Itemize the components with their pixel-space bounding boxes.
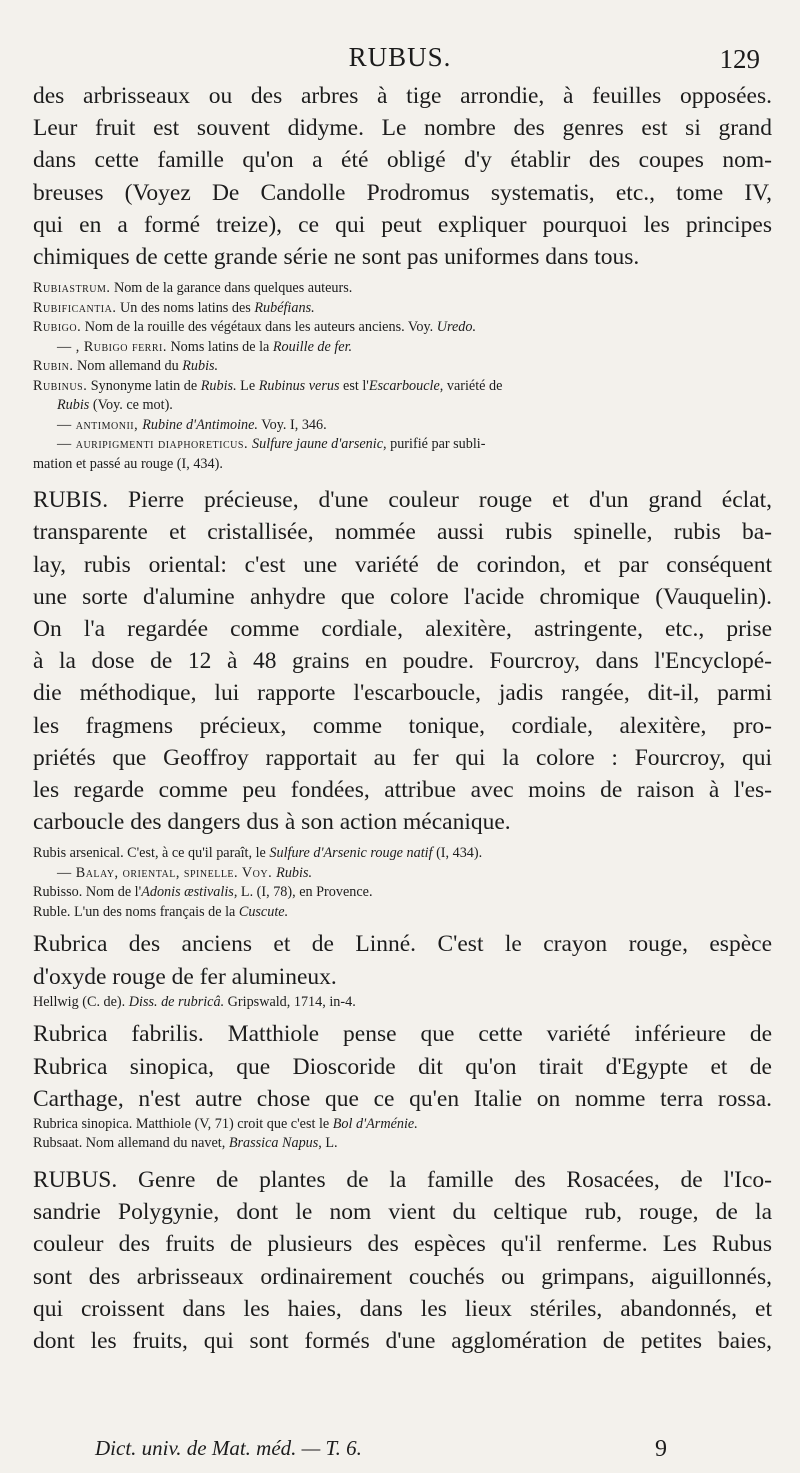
entry-rubsaat: Rubsaat. Nom allemand du navet, Brassica Napus, L. <box>33 1135 338 1152</box>
text-line: lay, rubis oriental: c'est une variété de corindon, et par conséquent <box>33 551 772 578</box>
text-line: Leur fruit est souvent didyme. Le nombre des genres est si grand <box>33 115 772 142</box>
text-line: dont les fruits, qui sont formés d'une agglomération de petites baies, <box>33 1327 772 1354</box>
entry-rubin: Rubin. Nom allemand du Rubis. <box>33 358 219 375</box>
text-line: Rubrica des anciens et de Linné. C'est le crayon rouge, espèce <box>33 931 772 958</box>
entry-rubis-balay: — Balay, oriental, spinelle. Voy. Rubis. <box>57 864 313 881</box>
page-header <box>0 42 800 82</box>
entries-group-c <box>33 1115 772 1154</box>
text-line: qui croissent dans les haies, dans les lieux stériles, abandonnés, et <box>33 1295 772 1322</box>
entry-rubificantia: Rubificantia. Un des noms latins des Rubéfians. <box>33 299 315 316</box>
entry-rubisso: Rubisso. Nom de l'Adonis æstivalis, L. (I, 78), en Provence. <box>33 884 373 901</box>
text-line: transparente et cristallisée, nommée aussi rubis spinelle, rubis ba- <box>33 519 772 546</box>
text-line: RUBUS. Genre de plantes de la famille des Rosacées, de l'Ico- <box>33 1166 772 1193</box>
text-line: des arbrisseaux ou des arbres à tige arrondie, à feuilles opposées. <box>33 83 772 109</box>
text-line: RUBIS. Pierre précieuse, d'une couleur rouge et d'un grand éclat, <box>33 487 772 514</box>
entry-ruble: Ruble. L'un des noms français de la Cuscute. <box>33 903 289 920</box>
text-line: die méthodique, lui rapporte l'escarboucle, jadis rangée, dit-il, parmi <box>33 680 772 707</box>
page-body <box>33 80 772 1357</box>
entry-rubiastrum: Rubiastrum. Nom de la garance dans quelques auteurs. <box>33 280 353 297</box>
signature-mark: 9 <box>655 1436 667 1462</box>
paragraph-continuation <box>33 80 772 273</box>
text-line: Rubrica fabrilis. Matthiole pense que cette variété inférieure de <box>33 1021 772 1048</box>
entry-rubigo: Rubigo. Nom de la rouille des végétaux dans les auteurs anciens. Voy. Uredo. <box>33 319 476 336</box>
paragraph-rubrica <box>33 928 772 992</box>
footer-reference: Dict. univ. de Mat. méd. — T. 6. <box>95 1436 362 1460</box>
entry-rubrica-sinopica: Rubrica sinopica. Matthiole (V, 71) croit que c'est le Bol d'Arménie. <box>33 1115 418 1132</box>
text-line: une sorte d'alumine anhydre que colore l'acide chromique (Vauquelin). <box>33 583 772 610</box>
entries-group-b <box>33 844 772 922</box>
citation-hellwig: Hellwig (C. de). Diss. de rubricâ. Gripswald, 1714, in-4. <box>33 993 356 1010</box>
entry-rubinus-auripigmenti: — auripigmenti diaphoreticus. Sulfure jaune d'arsenic, purifié par subli- <box>57 436 486 453</box>
text-line: les regarde comme peu fondées, attribue avec moins de raison à l'es- <box>33 777 772 804</box>
page-footer <box>0 1436 800 1466</box>
entry-rubinus: Rubinus. Synonyme latin de Rubis. Le Rubinus verus est l'Escarboucle, variété de <box>33 377 503 394</box>
text-line: Rubrica sinopica, que Dioscoride dit qu'on tirait d'Egypte et de <box>33 1053 772 1080</box>
text-line: les fragmens précieux, comme tonique, cordiale, alexitère, pro- <box>33 712 772 739</box>
paragraph-rubis <box>33 484 772 838</box>
text-line: sont des arbrisseaux ordinairement couchés ou grimpans, aiguillonnés, <box>33 1263 772 1290</box>
paragraph-rubus <box>33 1164 772 1357</box>
text-line: couleur des fruits de plusieurs des espèces qu'il renferme. Les Rubus <box>33 1231 772 1258</box>
text-line: priétés que Geoffroy rapportait au fer qui la colore : Fourcroy, qui <box>33 744 772 771</box>
text-line: On l'a regardée comme cordiale, alexitère, astringente, etc., prise <box>33 616 772 643</box>
entry-rubis-arsenical: Rubis arsenical. C'est, à ce qu'il paraît, le Sulfure d'Arsenic rouge natif (I, 434). <box>33 845 483 862</box>
text-line: sandrie Polygynie, dont le nom vient du celtique rub, rouge, de la <box>33 1199 772 1226</box>
page-number: 129 <box>719 44 760 74</box>
text-line: carboucle des dangers dus à son action mécanique. <box>33 809 511 836</box>
paragraph-rubrica-fabrilis <box>33 1018 772 1115</box>
entry-rubigo-ferri: — , Rubigo ferri. Noms latins de la Rouille de fer. <box>57 338 353 355</box>
text-line: chimiques de cette grande série ne sont pas uniformes dans tous. <box>33 244 640 271</box>
text-line: à la dose de 12 à 48 grains en poudre. Fourcroy, dans l'Encyclopé- <box>33 648 772 675</box>
entry-rubinus-auripigmenti-cont: mation et passé au rouge (I, 434). <box>33 455 223 472</box>
text-line: breuses (Voyez De Candolle Prodromus systematis, etc., tome IV, <box>33 179 772 206</box>
text-line: qui en a formé treize), ce qui peut expliquer pourquoi les principes <box>33 211 772 238</box>
running-head: RUBUS. <box>348 42 452 72</box>
text-line: dans cette famille qu'on a été obligé d'y établir des coupes nom- <box>33 147 772 174</box>
entry-rubinus-antimonii: — antimonii, Rubine d'Antimoine. Voy. I, 346. <box>57 416 327 433</box>
entry-rubinus-cont: Rubis (Voy. ce mot). <box>57 397 173 414</box>
text-line: Carthage, n'est autre chose que ce qu'en Italie on nomme terra rossa. <box>33 1085 772 1112</box>
entries-group-a <box>33 279 772 474</box>
text-line: d'oxyde rouge de fer alumineux. <box>33 963 337 990</box>
